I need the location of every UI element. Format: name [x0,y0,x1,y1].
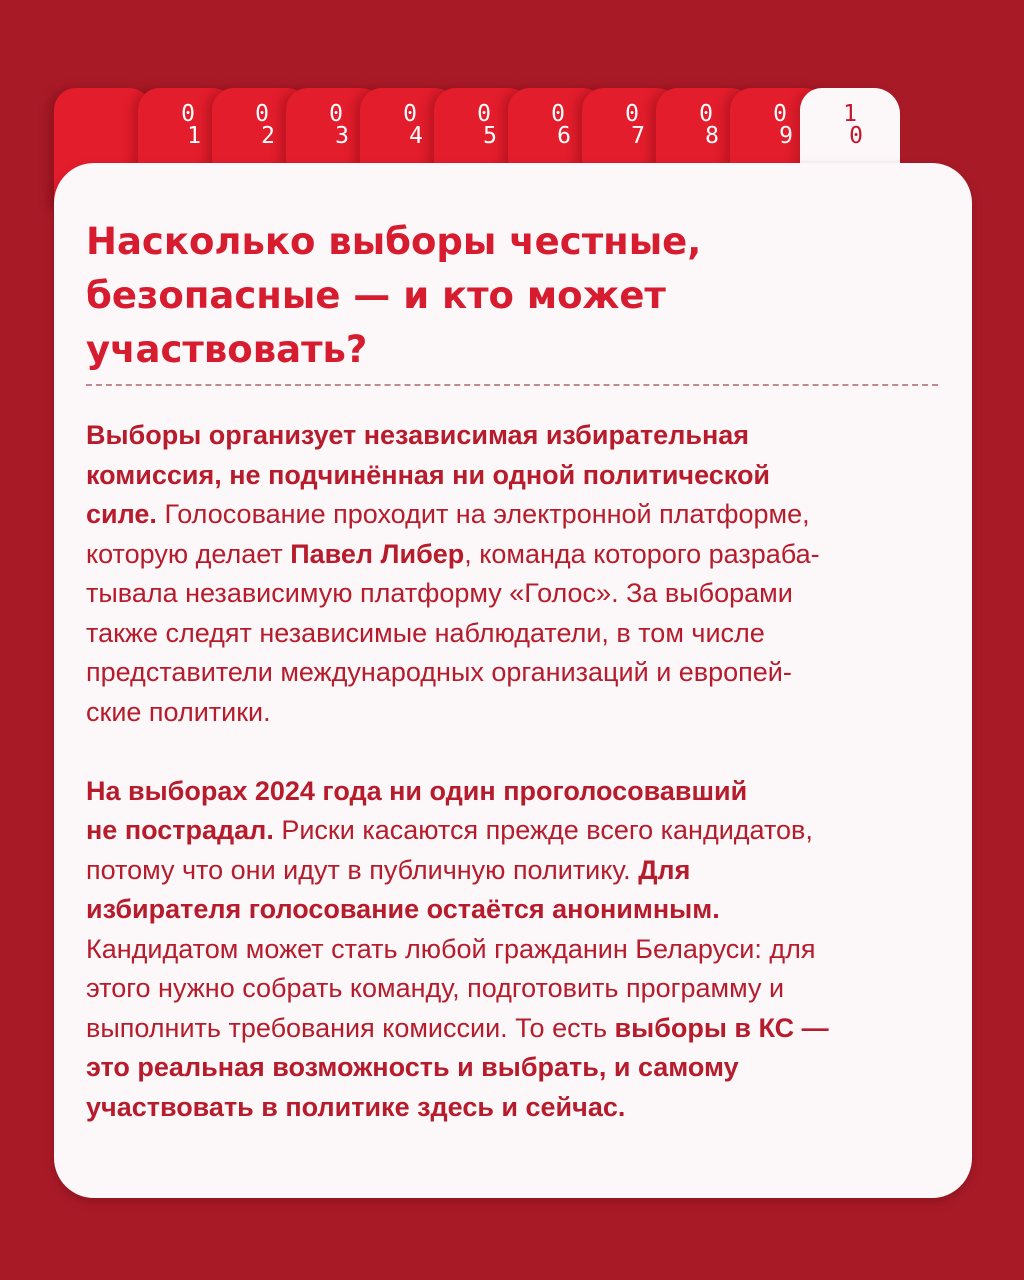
card-title: Насколько выборы честные, безопасные — и кто может участвовать? [86,220,702,371]
paragraph-2 [86,772,946,1128]
tab-number: 0 7 [625,101,645,149]
paragraph-1 [86,416,946,732]
emphasis-text: На выборах 2024 года ни один проголосовавший не пострадал. [86,775,748,845]
tab-number: 0 5 [477,101,497,149]
tab-number: 0 1 [181,101,201,149]
tab-number: 0 2 [255,101,275,149]
tab-number: 1 0 [843,101,863,149]
body-text: Кандидатом может стать любой гражданин Беларуси: для этого нужно собрать команду, подготовить программу и выполнить требования комиссии. То есть [86,933,816,1043]
tab-number: 0 9 [773,101,793,149]
folder [54,88,972,1198]
tab-number: 0 8 [699,101,719,149]
emphasis-text: Выборы организует независимая избирательная комиссия, не подчинённая ни одной политической силе. [86,420,771,529]
emphasis-name: Павел Либер [290,538,465,569]
dashed-divider [86,384,938,386]
body-text: Риски касаются прежде всего кандидатов, потому что они идут в публичную политику. [86,815,813,885]
tab-number: 0 3 [329,101,349,149]
tab-number: 0 4 [403,101,423,149]
body-text: Голосование проходит на электронной платформе, которую делает [86,499,810,569]
emphasis-text: Для избирателя голосование остаётся анонимным. [86,854,720,924]
body-text: , команда которого разраба- тывала независимую платформу «Голос». За выборами также следят независимые наблюдатели, в том числе представители международных организаций и европей- ские политики. [86,538,820,727]
card-body [86,416,946,1127]
content-card [54,163,972,1198]
emphasis-conclusion: выборы в КС — это реальная возможность и выбрать, и самому участвовать в политике здесь и сейчас. [86,1012,829,1122]
tab-number: 0 6 [551,101,571,149]
